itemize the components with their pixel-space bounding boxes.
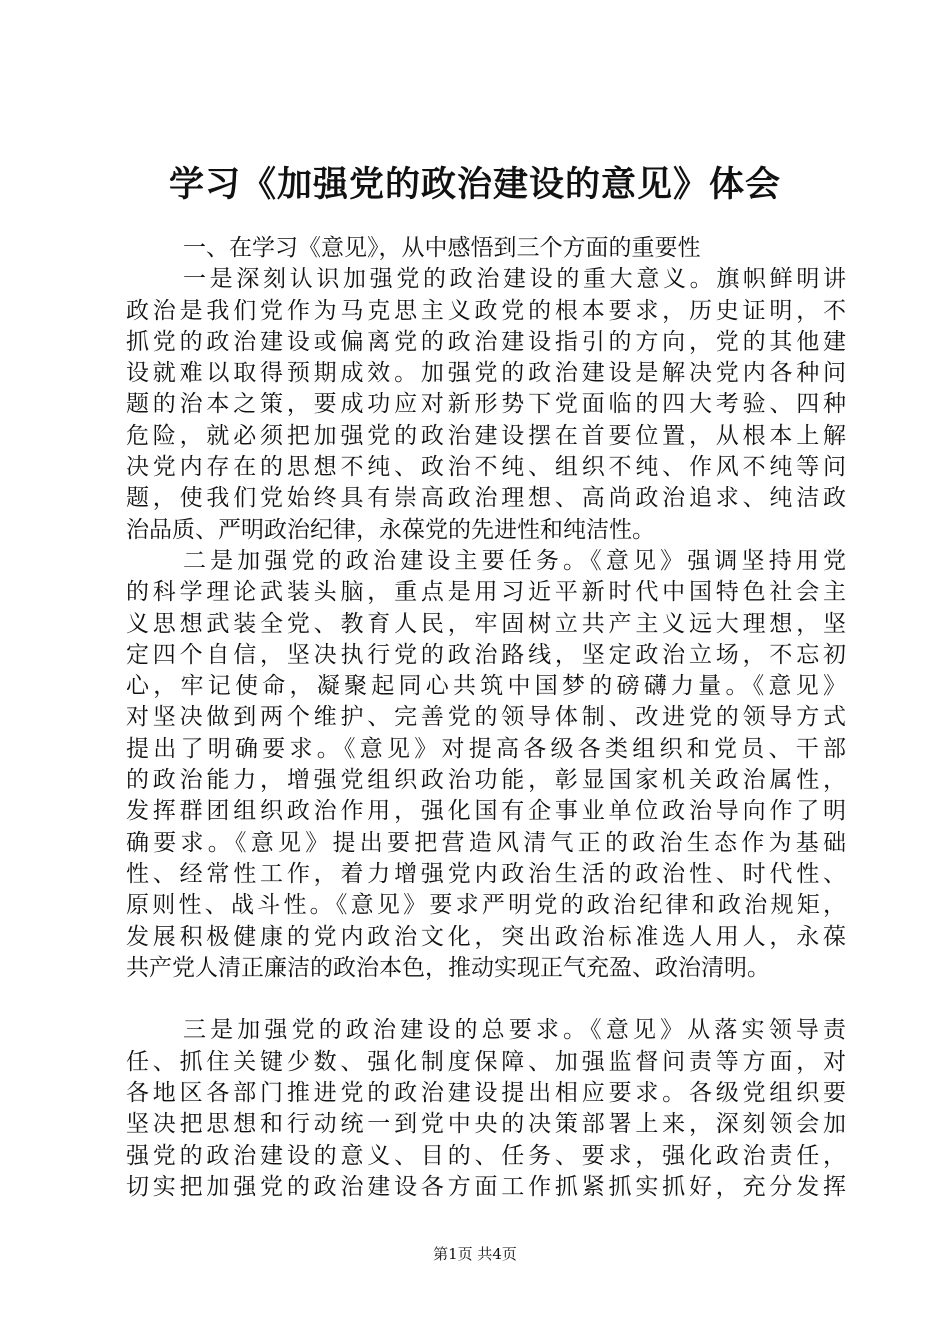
paragraph-line: 设就难以取得预期成效。加强党的政治建设是解决党内各种问 — [126, 360, 846, 387]
paragraph-gap — [126, 984, 846, 1015]
paragraph-line: 心，牢记使命，凝聚起同心共筑中国梦的磅礴力量。《意见》 — [126, 673, 846, 700]
paragraph-line: 性、经常性工作，着力增强党内政治生活的政治性、时代性、 — [126, 860, 846, 887]
paragraph-line: 治品质、严明政治纪律，永葆党的先进性和纯洁性。 — [126, 516, 655, 543]
paragraph-line: 题的治本之策，要成功应对新形势下党面临的四大考验、四种 — [126, 391, 846, 418]
paragraph-line: 决党内存在的思想不纯、政治不纯、组织不纯、作风不纯等问 — [126, 454, 846, 481]
paragraph-line: 危险，就必须把加强党的政治建设摆在首要位置，从根本上解 — [126, 422, 846, 449]
section-heading: 一、在学习《意见》，从中感悟到三个方面的重要性 — [183, 235, 701, 261]
paragraph-line: 发挥群团组织政治作用，强化国有企事业单位政治导向作了明 — [126, 798, 846, 825]
paragraph-line: 的科学理论武装头脑，重点是用习近平新时代中国特色社会主 — [126, 579, 846, 606]
paragraph-line: 对坚决做到两个维护、完善党的领导体制、改进党的领导方式 — [126, 704, 846, 731]
paragraph-line: 强党的政治建设的意义、目的、任务、要求，强化政治责任， — [126, 1142, 846, 1169]
paragraph-line: 题，使我们党始终具有崇高政治理想、高尚政治追求、纯洁政 — [126, 485, 846, 512]
paragraph-line: 提出了明确要求。《意见》对提高各级各类组织和党员、干部 — [126, 735, 846, 762]
paragraph-line: 一是深刻认识加强党的政治建设的重大意义。旗帜鲜明讲 — [183, 266, 846, 293]
paragraph-line: 发展积极健康的党内政治文化，突出政治标准选人用人，永葆 — [126, 923, 846, 950]
paragraph-line: 坚决把思想和行动统一到党中央的决策部署上来，深刻领会加 — [126, 1111, 846, 1138]
paragraph-line: 任、抓住关键少数、强化制度保障、加强监督问责等方面，对 — [126, 1048, 846, 1075]
paragraph-line: 切实把加强党的政治建设各方面工作抓紧抓实抓好，充分发挥 — [126, 1173, 846, 1200]
paragraph-line: 义思想武装全党、教育人民，牢固树立共产主义远大理想，坚 — [126, 610, 846, 637]
paragraph-line: 确要求。《意见》提出要把营造风清气正的政治生态作为基础 — [126, 829, 846, 856]
paragraph-line: 政治是我们党作为马克思主义政党的根本要求，历史证明，不 — [126, 297, 846, 324]
page-number-footer: 第1页 共4页 — [433, 1245, 517, 1263]
document-body — [126, 233, 846, 1203]
paragraph-line: 定四个自信，坚决执行党的政治路线，坚定政治立场，不忘初 — [126, 641, 846, 668]
paragraph-line: 的政治能力，增强党组织政治功能，彰显国家机关政治属性， — [126, 767, 846, 794]
paragraph-line: 抓党的政治建设或偏离党的政治建设指引的方向，党的其他建 — [126, 328, 846, 355]
paragraph-line: 三是加强党的政治建设的总要求。《意见》从落实领导责 — [183, 1017, 846, 1044]
paragraph-line: 二是加强党的政治建设主要任务。《意见》强调坚持用党 — [183, 547, 846, 574]
paragraph-line: 原则性、战斗性。《意见》要求严明党的政治纪律和政治规矩， — [126, 892, 846, 919]
document-title: 学习《加强党的政治建设的意见》体会 — [168, 164, 781, 205]
paragraph-line: 各地区各部门推进党的政治建设提出相应要求。各级党组织要 — [126, 1080, 846, 1107]
paragraph-line: 共产党人清正廉洁的政治本色，推动实现正气充盈、政治清明。 — [126, 954, 770, 981]
